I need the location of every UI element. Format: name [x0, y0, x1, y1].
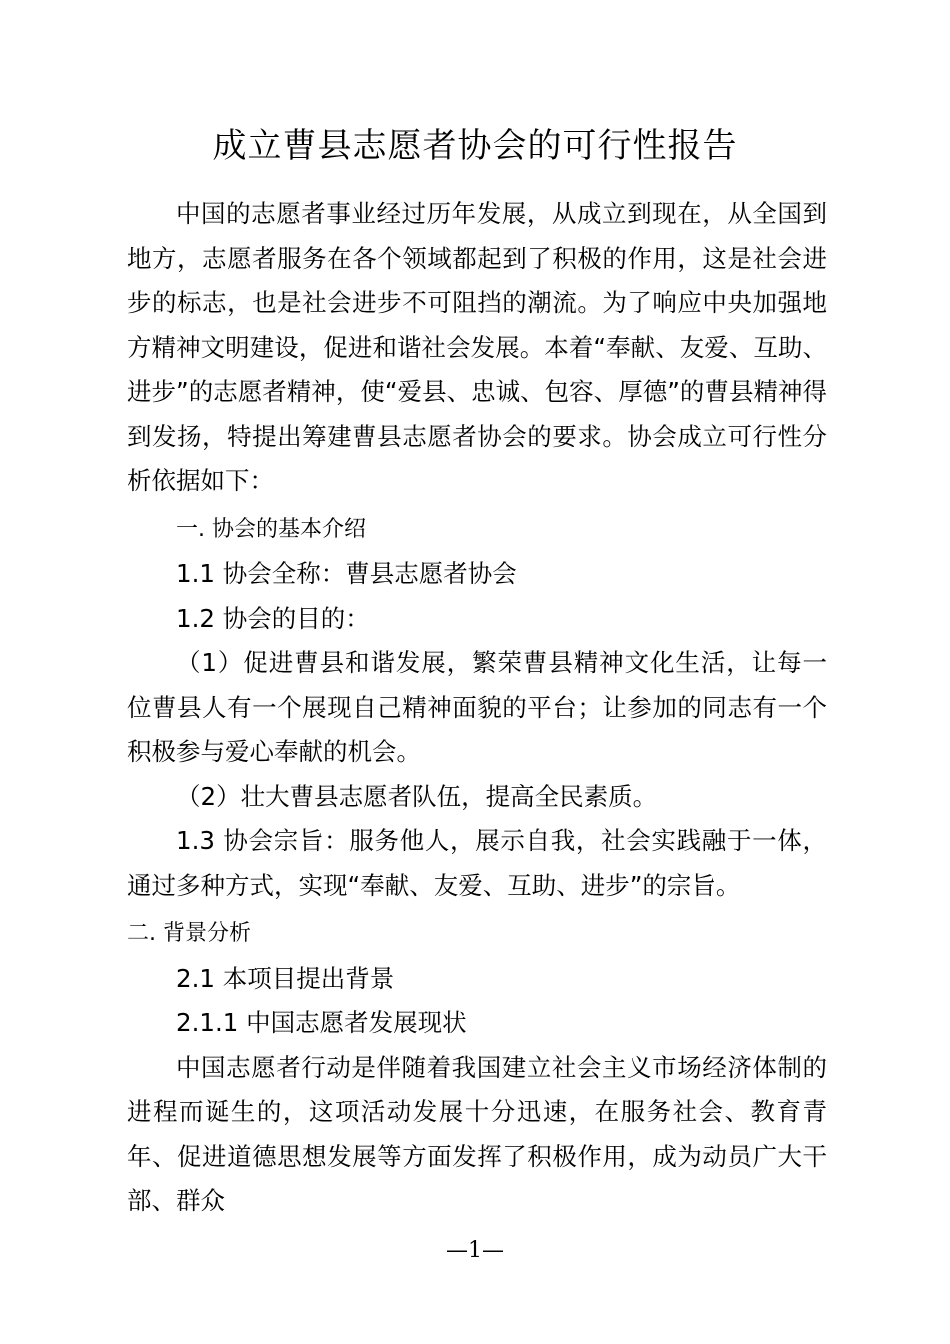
document-title: 成立曹县志愿者协会的可行性报告: [212, 126, 738, 166]
section-heading-1: 一. 协会的基本介绍: [176, 516, 366, 542]
association-tenet: 1.3 协会宗旨：服务他人，展示自我，社会实践融于一体，通过多种方式，实现“奉献、友爱、互助、进步”的宗旨。: [127, 826, 827, 900]
section-heading-2: 二. 背景分析: [127, 921, 251, 946]
page-number: —1—: [446, 1238, 504, 1263]
background-paragraph: 中国志愿者行动是伴随着我国建立社会主义市场经济体制的进程而诞生的，这项活动发展十分迅速，在服务社会、教育青年、促进道德思想发展等方面发挥了积极作用，成为动员广大干部、群众: [127, 1052, 827, 1215]
association-name: 1.1 协会全称：曹县志愿者协会: [176, 559, 517, 588]
document-body: [127, 192, 827, 1224]
purpose-item-2: （2）壮大曹县志愿者队伍，提高全民素质。: [176, 781, 658, 811]
intro-paragraph: 中国的志愿者事业经过历年发展，从成立到现在，从全国到地方，志愿者服务在各个领域都起到了积极的作用，这是社会进步的标志，也是社会进步不可阻挡的潮流。为了响应中央加强地方精神文明建设，促进和谐社会发展。本着“奉献、友爱、互助、进步”的志愿者精神，使“爱县、忠诚、包容、厚德”的曹县精神得到发扬，特提出筹建曹县志愿者协会的要求。协会成立可行性分析依据如下：: [127, 199, 827, 495]
association-purpose-heading: 1.2 协会的目的：: [176, 603, 370, 633]
purpose-item-1: （1）促进曹县和谐发展，繁荣曹县精神文化生活，让每一位曹县人有一个展现自己精神面貌的平台；让参加的同志有一个积极参与爱心奉献的机会。: [127, 648, 827, 766]
subsection-heading-2-1-1: 2.1.1 中国志愿者发展现状: [176, 1008, 467, 1037]
subsection-heading-2-1: 2.1 本项目提出背景: [176, 963, 395, 993]
